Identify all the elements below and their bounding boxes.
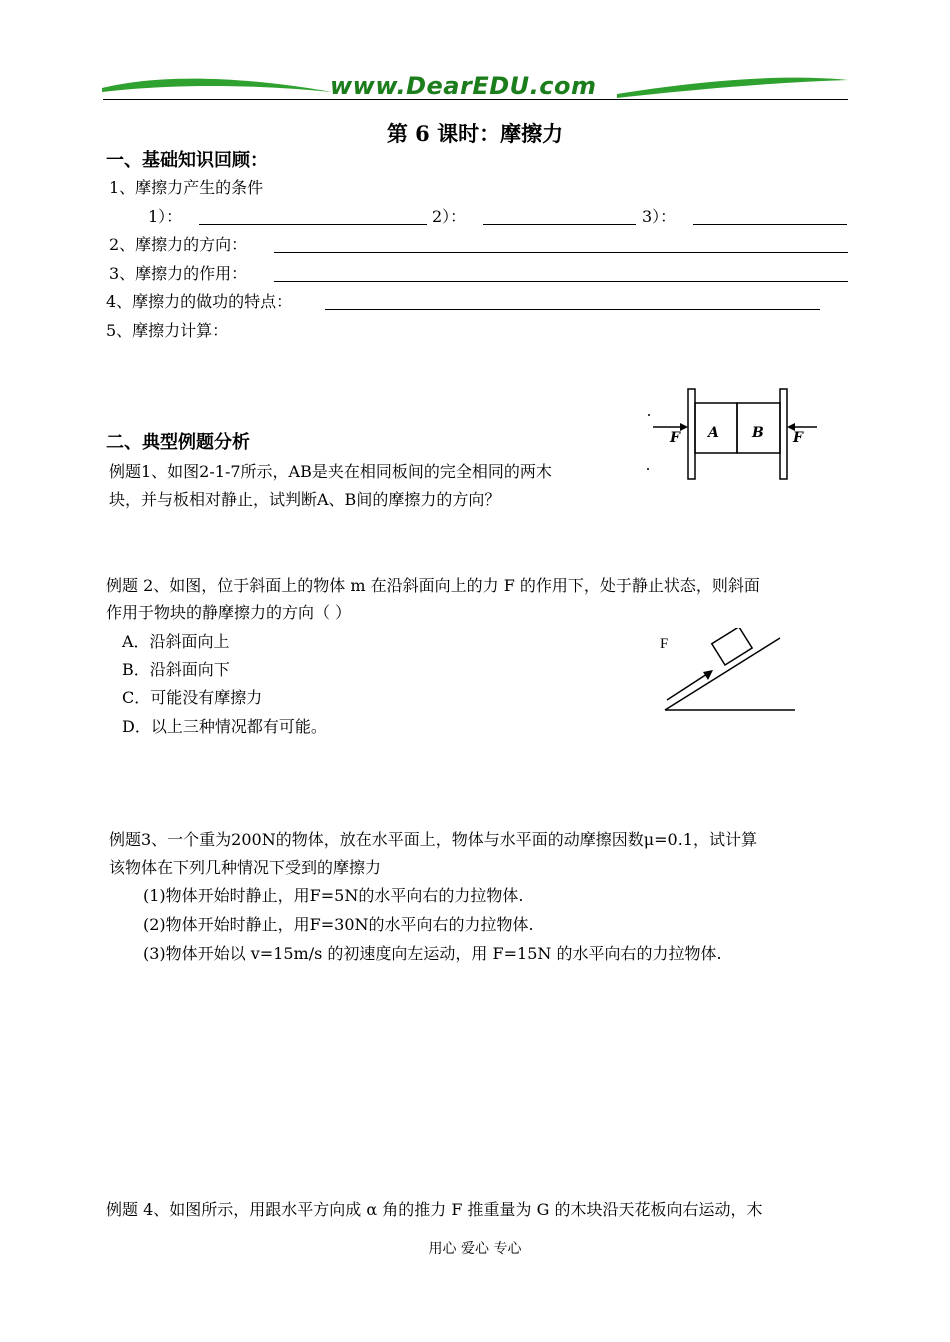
- figure-1-label-B: B: [752, 425, 764, 441]
- example2-line1: 例题 2、如图，位于斜面上的物体 m 在沿斜面向上的力 F 的作用下，处于静止状态，则斜面: [106, 576, 760, 595]
- example2-option-a[interactable]: A．沿斜面向上: [122, 632, 230, 651]
- section1-item4: 4、摩擦力的做功的特点：: [106, 292, 293, 311]
- example3-line1: 例题3、一个重为200N的物体，放在水平面上，物体与水平面的动摩擦因数μ=0.1，试计算: [109, 830, 757, 849]
- example3-line2: 该物体在下列几种情况下受到的摩擦力: [109, 858, 382, 877]
- example3-item-3: (3)物体开始以 v=15m/s 的初速度向左运动，用 F=15N 的水平向右的力拉物体.: [143, 944, 722, 963]
- section1-item5: 5、摩擦力计算：: [106, 321, 229, 340]
- example1-line2: 块，并与板相对静止，试判断A、B间的摩擦力的方向？: [109, 490, 501, 509]
- section2-heading: 二、典型例题分析: [106, 432, 250, 453]
- condition-3-blank[interactable]: [693, 224, 847, 225]
- example3-item-2: (2)物体开始时静止，用F=30N的水平向右的力拉物体.: [143, 915, 534, 934]
- header-swoosh-right: [615, 70, 850, 100]
- direction-blank[interactable]: [274, 252, 848, 253]
- work-blank[interactable]: [325, 309, 820, 310]
- figure-1-label-F-right: F: [793, 430, 803, 446]
- section1-item1: 1、摩擦力产生的条件: [109, 178, 264, 197]
- section1-heading: 一、基础知识回顾：: [106, 150, 268, 171]
- header-swoosh-left: [100, 70, 340, 100]
- example2-option-b[interactable]: B．沿斜面向下: [122, 660, 230, 679]
- condition-1-label: 1）：: [148, 207, 183, 226]
- figure-1-label-F-left: F: [670, 430, 680, 446]
- page-title: 第 6 课时：摩擦力: [386, 121, 564, 146]
- condition-3-label: 3）：: [642, 207, 677, 226]
- figure-1: [645, 385, 825, 490]
- header-rule: [103, 99, 848, 100]
- condition-2-blank[interactable]: [483, 224, 636, 225]
- section1-item3: 3、摩擦力的作用：: [109, 264, 248, 283]
- example2-line2: 作用于物块的静摩擦力的方向（ ）: [106, 603, 352, 622]
- figure-1-label-A: A: [708, 425, 719, 441]
- condition-1-blank[interactable]: [199, 224, 427, 225]
- example3-item-1: (1)物体开始时静止，用F=5N的水平向右的力拉物体.: [143, 886, 524, 905]
- example4-line1: 例题 4、如图所示，用跟水平方向成 α 角的推力 F 推重量为 G 的木块沿天花板向右运动，木: [106, 1200, 763, 1219]
- effect-blank[interactable]: [274, 281, 848, 282]
- figure-2: [655, 628, 800, 718]
- example2-option-d[interactable]: D．以上三种情况都有可能。: [122, 717, 327, 736]
- section1-item2: 2、摩擦力的方向：: [109, 235, 248, 254]
- header-logo-text[interactable]: www.DearEDU.com: [330, 72, 597, 100]
- condition-2-label: 2）：: [432, 207, 467, 226]
- example1-line1: 例题1、如图2-1-7所示，AB是夹在相同板间的完全相同的两木: [109, 462, 552, 481]
- example2-option-c[interactable]: C．可能没有摩擦力: [122, 688, 263, 707]
- figure-2-label-F: F: [660, 636, 669, 652]
- footer-text: 用心 爱心 专心: [428, 1241, 522, 1257]
